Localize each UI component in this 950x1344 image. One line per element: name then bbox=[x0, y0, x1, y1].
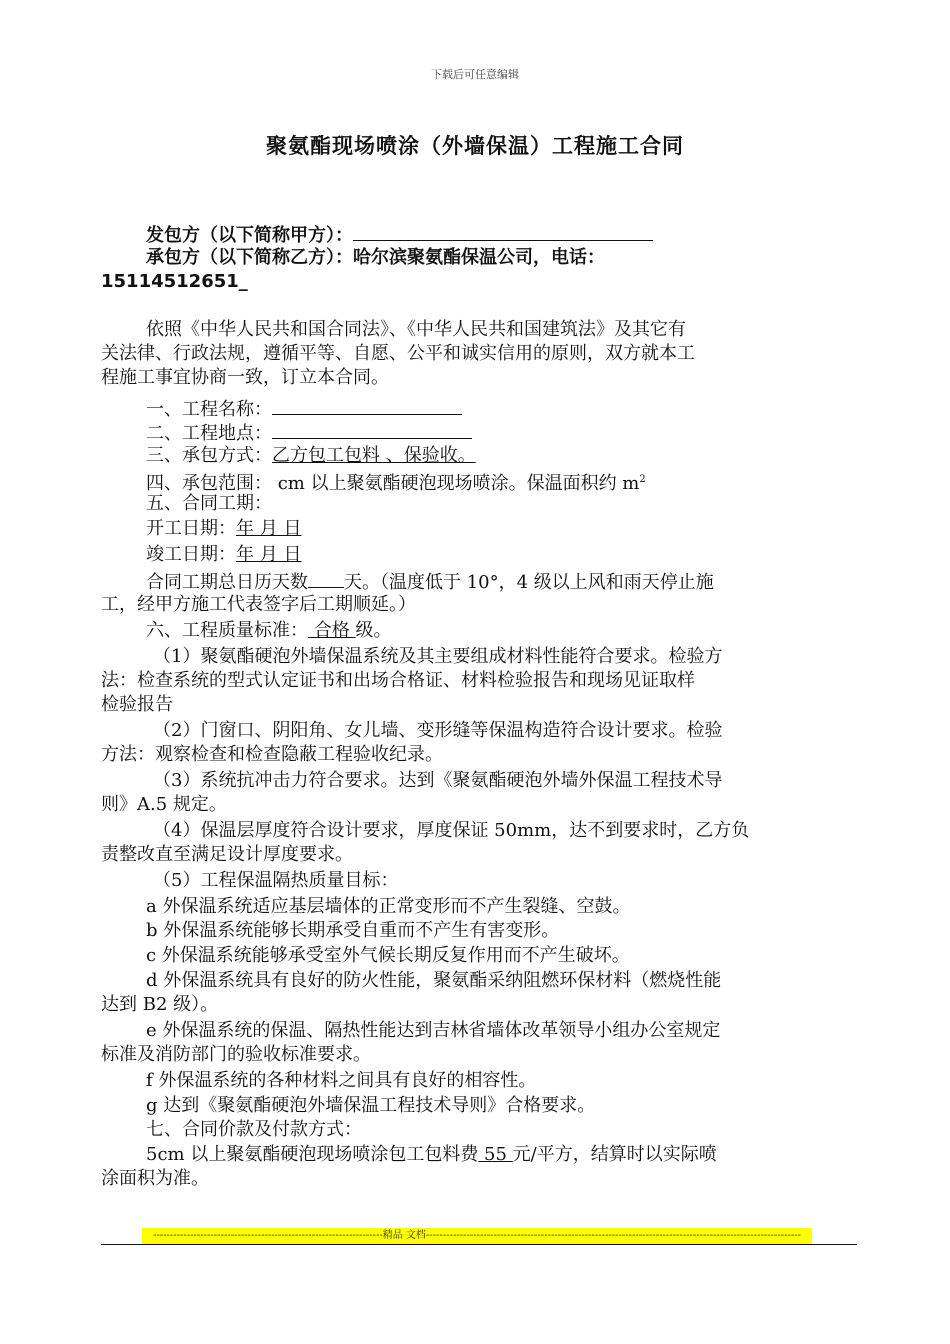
intro-line-3: 程施工事宜协商一致，订立本合同。 bbox=[101, 367, 389, 388]
quality-1-line-1: （1）聚氨酯硬泡外墙保温系统及其主要组成材料性能符合要求。检验方 bbox=[153, 646, 723, 667]
quality-goal-c: c 外保温系统能够承受室外气候长期反复作用而不产生破坏。 bbox=[146, 945, 630, 966]
price-line-1 bbox=[101, 1143, 906, 1167]
quality-goal-e-line-1: e 外保温系统的保温、隔热性能达到吉林省墙体改革领导小组办公室规定 bbox=[146, 1020, 721, 1041]
duration-label: 合同工期总日历天数 bbox=[146, 572, 308, 593]
price-value: 55 bbox=[478, 1144, 513, 1165]
quality-goal-f: f 外保温系统的各种材料之间具有良好的相容性。 bbox=[146, 1070, 537, 1091]
item-project-name bbox=[101, 396, 906, 422]
quality-goal-e-line-2: 标准及消防部门的验收标准要求。 bbox=[101, 1044, 371, 1065]
intro-line-2: 关法律、行政法规，遵循平等、自愿、公平和诚实信用的原则，双方就本工 bbox=[101, 343, 695, 364]
party-a-line bbox=[101, 222, 906, 248]
end-date-value: 年 月 日 bbox=[236, 544, 302, 565]
item-project-name-label: 一、工程名称： bbox=[146, 399, 272, 420]
quality-3-line-2: 则》A.5 规定。 bbox=[101, 794, 227, 815]
duration-line-1 bbox=[101, 569, 906, 595]
quality-goal-d-line-2: 达到 B2 级）。 bbox=[101, 994, 219, 1015]
page-header: 下载后可任意编辑 bbox=[431, 68, 519, 81]
contract-method-label: 三、承包方式： bbox=[146, 445, 272, 466]
quality-3-line-1: （3）系统抗冲击力符合要求。达到《聚氨酯硬泡外墙外保温工程技术导 bbox=[153, 770, 723, 791]
phone-number: 15114512651_ bbox=[101, 271, 248, 292]
item-price-payment: 七、合同价款及付款方式： bbox=[146, 1119, 362, 1140]
party-b-line: 承包方（以下简称乙方）：哈尔滨聚氨酯保温公司，电话： bbox=[146, 247, 605, 268]
duration-days-blank bbox=[308, 569, 344, 588]
area-unit-superscript: 2 bbox=[639, 474, 646, 485]
quality-standard-value: 合格 bbox=[308, 620, 356, 641]
quality-goal-a: a 外保温系统适应基层墙体的正常变形而不产生裂缝、空鼓。 bbox=[146, 896, 631, 917]
quality-1-line-3: 检验报告 bbox=[101, 694, 173, 715]
document-title: 聚氨酯现场喷涂（外墙保温）工程施工合同 bbox=[266, 134, 684, 158]
start-date-value: 年 月 日 bbox=[236, 518, 302, 539]
quality-4-line-1: （4）保温层厚度符合设计要求，厚度保证 50mm，达不到要求时，乙方负 bbox=[153, 820, 750, 841]
quality-2-line-2: 方法：观察检查和检查隐蔽工程验收纪录。 bbox=[101, 744, 443, 765]
project-name-blank bbox=[272, 396, 462, 415]
quality-standard-suffix: 级。 bbox=[355, 620, 392, 641]
quality-1-line-2: 法：检查系统的型式认定证书和出场合格证、材料检验报告和现场见证取样 bbox=[101, 670, 695, 691]
quality-goal-g: g 达到《聚氨酯硬泡外墙保温工程技术导则》合格要求。 bbox=[146, 1095, 596, 1116]
item-contract-method bbox=[101, 444, 906, 468]
end-date-line bbox=[101, 543, 906, 567]
footer-banner: --------------------------------------------------------------------精品 文档--------------------------------------------------------------------------------------------------------------- bbox=[142, 1228, 812, 1244]
quality-2-line-1: （2）门窗口、阴阳角、女儿墙、变形缝等保温构造符合设计要求。检验 bbox=[153, 720, 723, 741]
project-location-blank bbox=[272, 420, 472, 439]
contract-scope-text: 四、承包范围： cm 以上聚氨酯硬泡现场喷涂。保温面积约 m bbox=[146, 473, 640, 494]
duration-text: 天。（温度低于 10°，4 级以上风和雨天停止施 bbox=[344, 572, 714, 593]
footer-divider bbox=[101, 1244, 857, 1245]
quality-4-line-2: 责整改直至满足设计厚度要求。 bbox=[101, 844, 353, 865]
contract-method-value: 乙方包工包料 、保验收。 bbox=[272, 445, 476, 466]
item-quality-standard bbox=[101, 619, 906, 643]
start-date-line bbox=[101, 517, 906, 541]
quality-standard-label: 六、工程质量标准： bbox=[146, 620, 308, 641]
item-project-location bbox=[101, 420, 906, 446]
price-label: 5cm 以上聚氨酯硬泡现场喷涂包工包料费 bbox=[146, 1144, 479, 1165]
price-text: 元/平方，结算时以实际喷 bbox=[512, 1144, 717, 1165]
party-a-label: 发包方（以下简称甲方）： bbox=[146, 225, 353, 246]
start-date-label: 开工日期： bbox=[146, 518, 236, 539]
duration-line-2: 工，经甲方施工代表签字后工期顺延。） bbox=[101, 594, 416, 615]
end-date-label: 竣工日期： bbox=[146, 544, 236, 565]
quality-goal-b: b 外保温系统能够长期承受自重而不产生有害变形。 bbox=[146, 920, 560, 941]
quality-5-heading: （5）工程保温隔热质量目标： bbox=[153, 870, 399, 891]
item-contract-period: 五、合同工期： bbox=[146, 493, 272, 514]
party-a-blank bbox=[353, 222, 653, 241]
quality-goal-d-line-1: d 外保温系统具有良好的防火性能，聚氨酯采纳阻燃环保材料（燃烧性能 bbox=[146, 970, 722, 991]
price-line-2: 涂面积为准。 bbox=[101, 1168, 209, 1189]
intro-line-1: 依照《中华人民共和国合同法》、《中华人民共和国建筑法》及其它有 bbox=[146, 319, 686, 340]
item-project-location-label: 二、工程地点： bbox=[146, 423, 272, 444]
